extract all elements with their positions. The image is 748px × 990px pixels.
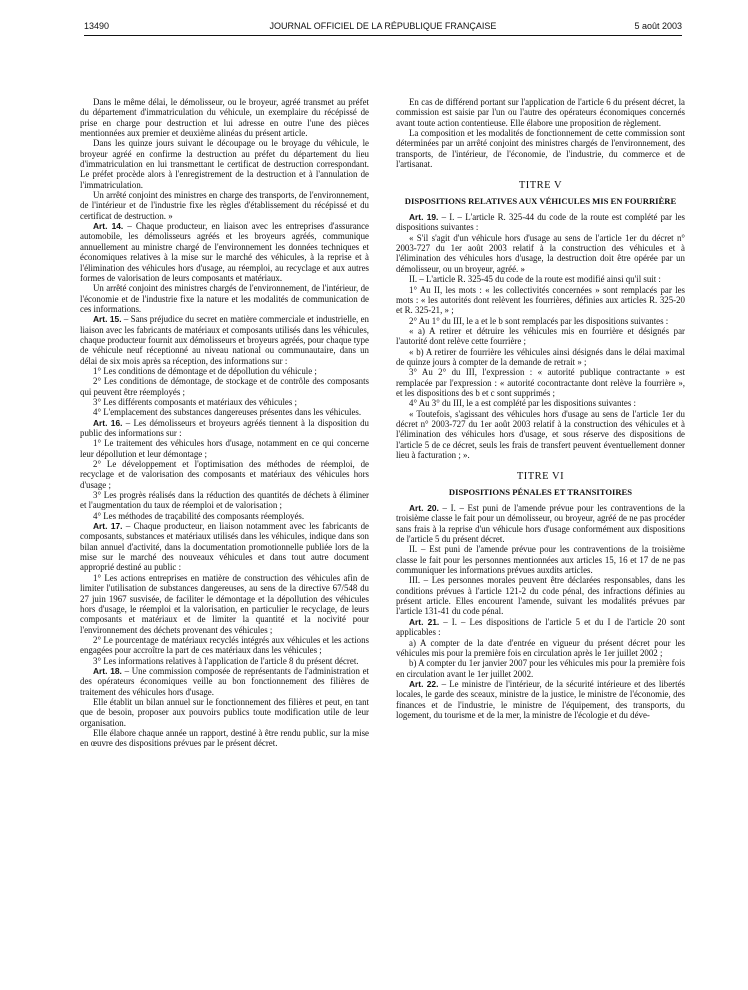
paragraph: 3° Les progrès réalisés dans la réduction des quantités de déchets à éliminer et l'augmentation du taux de réemploi et de valorisation ; — [80, 490, 369, 511]
paragraph: Dans les quinze jours suivant le découpage ou le broyage du véhicule, le broyeur agréé en confirme la destruction au préfet du département du lieu d'immatriculation en lui transmettant le certificat de destruction correspondant. Le préfet procède alors à l'enregistrement de la destruction et à l'annulation de l'immatriculation. — [80, 138, 369, 190]
paragraph: 4° L'emplacement des substances dangereuses présentes dans les véhicules. — [93, 407, 362, 418]
article-text: – Chaque producteur, en liaison notamment avec les fabricants de composants, substances et matériaux utilisés dans les véhicules, indique dans son bilan annuel d'activité, dans la documentation promotionnelle publiée lors de la mise sur le marché des nouveaux véhicules et dans tout autre document approprié destiné au public : — [80, 521, 369, 573]
section-title: TITRE VI — [516, 471, 565, 483]
section-subtitle: DISPOSITIONS RELATIVES AUX VÉHICULES MIS EN FOURRIÈRE — [404, 195, 677, 206]
article-paragraph — [396, 617, 685, 638]
paragraph: 1° Les actions entreprises en matière de construction des véhicules afin de limiter l'utilisation de substances dangereuses, au sens de la directive 67/548 du 27 juin 1967 susvisée, de faciliter le démontage et la dépollution des véhicules hors d'usage, le réemploi et la valorisation, en particulier le recyclage, de leurs composants et matériaux et de limiter la quantité et la nocivité pour l'environnement des déchets provenant des véhicules ; — [80, 572, 369, 635]
paragraph: « a) A retirer et détruire les véhicules mis en fourrière et désignés par l'autorité dont relève cette fourrière ; — [396, 325, 685, 347]
article-label: Art. 22. — [409, 678, 439, 689]
paragraph: « Toutefois, s'agissant des véhicules hors d'usage au sens de l'article 1er du décret n° 2003-727 du 1er août 2003 relatif à la construction des véhicules et à l'élimination des véhicules hors d'usage, et sous réserve des dispositions de l'article 5 de ce décret, seuls les frais de transfert peuvent éventuellement donner lieu à facturation ; ». — [396, 408, 685, 460]
paragraph: 1° Au II, les mots : « les collectivités concernées » sont remplacés par les mots : « les autorités dont relèvent les fourrières, définies aux articles R. 325-20 et R. 325-21, » ; — [396, 284, 685, 316]
article-paragraph — [80, 314, 369, 366]
article-paragraph — [396, 503, 685, 544]
article-paragraph — [80, 521, 369, 573]
article-label: Art. 21. — [409, 616, 440, 627]
article-text: – Sans préjudice du secret en matière commerciale et industrielle, en liaison avec les fabricants de matériaux et composants utilisés dans les véhicules, chaque producteur fournit aux démolisseurs et broyeurs agréés, pour chaque type de véhicule neuf réceptionné au niveau national ou communautaire, dans un délai de six mois après sa réception, des informations sur : — [80, 314, 369, 366]
journal-title: JOURNAL OFFICIEL DE LA RÉPUBLIQUE FRANÇAISE — [269, 21, 497, 31]
paragraph: Un arrêté conjoint des ministres chargés de l'environnement, de l'intérieur, de l'économie et de l'industrie fixe la nature et les modalités de communication de ces informations. — [80, 283, 369, 314]
article-label: Art. 15. — [93, 314, 122, 325]
paragraph: 3° Les informations relatives à l'application de l'article 8 du présent décret. — [93, 655, 359, 666]
article-paragraph — [396, 212, 685, 233]
paragraph: a) A compter de la date d'entrée en vigueur du présent décret pour les véhicules mis pour la première fois en circulation après le 1er juillet 2002 ; — [396, 637, 685, 658]
article-label: Art. 17. — [93, 521, 123, 532]
paragraph: « S'il s'agit d'un véhicule hors d'usage au sens de l'article 1er du décret n° 2003-727 du 1er août 2003 relatif à la construction des véhicules et à l'élimination des véhicules hors d'usage, la destruction doit être opérée par un démolisseur, ou un broyeur, agréé. » — [396, 232, 685, 274]
article-paragraph — [80, 221, 369, 283]
paragraph: II. – L'article R. 325-45 du code de la route est modifié ainsi qu'il suit : — [409, 274, 661, 285]
paragraph: 3° Au 2° du III, l'expression : « autorité publique contractante » est remplacée par l'expression : « autorité cocontractante dont relève la fourrière », et les dispositions des b et c sont supprimés ; — [396, 367, 685, 398]
paragraph: 2° Le pourcentage de matériaux recyclés intégrés aux véhicules et les actions engagées pour accroître la part de ces matériaux dans les véhicules ; — [80, 634, 369, 656]
paragraph: En cas de différend portant sur l'application de l'article 6 du présent décret, la commission est saisie par l'un ou l'autre des opérateurs économiques concernés avant toute action contentieuse. Elle élabore une proposition de règlement. — [396, 97, 685, 128]
article-text: – I. – L'article R. 325-44 du code de la route est complété par les dispositions suivantes : — [396, 212, 685, 233]
article-paragraph — [80, 666, 369, 697]
publication-date: 5 août 2003 — [634, 21, 682, 31]
article-text: – Chaque producteur, en liaison avec les entreprises d'assurance automobile, les démolisseurs agréés et les broyeurs agréés, communique annuellement au ministre chargé de l'environnement les données techniques et économiques relatives à la mise sur le marché des véhicules, à la reprise et à l'élimination des véhicules hors d'usage, au réemploi, au recyclage et aux autres formes de valorisation de leurs composants et matériaux. — [80, 221, 369, 283]
paragraph: Dans le même délai, le démolisseur, ou le broyeur, agréé transmet au préfet du département d'immatriculation du véhicule, un exemplaire du récépissé de prise en charge pour destruction et lui adresse en outre l'une des pièces mentionnées aux premier et deuxième alinéas du présent article. — [80, 97, 369, 139]
article-label: Art. 16. — [93, 417, 123, 428]
paragraph: La composition et les modalités de fonctionnement de cette commission sont déterminées par un arrêté conjoint des ministres chargés de l'environnement, des transports, de l'intérieur, de l'économie, de l'industrie, du commerce et de l'artisanat. — [396, 128, 685, 170]
paragraph: Elle établit un bilan annuel sur le fonctionnement des filières et peut, en tant que de besoin, proposer aux pouvoirs publics toute modification utile de leur organisation. — [80, 696, 369, 728]
article-label: Art. 19. — [409, 212, 439, 223]
article-label: Art. 20. — [409, 503, 439, 514]
paragraph: 2° Au 1° du III, le a et le b sont remplacés par les dispositions suivantes : — [409, 315, 669, 326]
paragraph: Elle élabore chaque année un rapport, destiné à être rendu public, sur la mise en œuvre des dispositions prévues par le présent décret. — [80, 727, 369, 749]
paragraph: III. – Les personnes morales peuvent être déclarées responsables, dans les conditions prévues à l'article 121-2 du code pénal, des infractions définies au présent article. Elles encourent l'amende, suivant les modalités prévues par l'article 131-41 du code pénal. — [396, 575, 685, 617]
paragraph: 4° Les méthodes de traçabilité des composants réemployés. — [93, 510, 305, 521]
paragraph: 2° Le développement et l'optimisation des méthodes de réemploi, de recyclage et de valorisation des composants et matériaux des véhicules hors d'usage ; — [80, 459, 369, 490]
article-text: – I. – Est puni de l'amende prévue pour les contraventions de la troisième classe le fait pour un démolisseur, ou broyeur, agréé de ne pas procéder sans frais à la reprise d'un véhicule hors d'usage conformément aux dispositions de l'article 5 du présent décret. — [396, 503, 685, 545]
paragraph: « b) A retirer de fourrière les véhicules ainsi désignés dans le délai maximal de quinze jours à compter de la demande de retrait » ; — [396, 346, 685, 367]
paragraph: 2° Les conditions de démontage, de stockage et de contrôle des composants qui peuvent être réemployés ; — [80, 376, 369, 397]
page-number: 13490 — [84, 21, 110, 31]
paragraph: b) A compter du 1er janvier 2007 pour les véhicules mis pour la première fois en circulation avant le 1er juillet 2002. — [396, 658, 685, 679]
paragraph: Un arrêté conjoint des ministres en charge des transports, de l'environnement, de l'intérieur et de l'industrie fixe les règles d'établissement du récépissé et du certificat de destruction. » — [80, 190, 369, 221]
paragraph: 4° Au 3° du III, le a est complété par les dispositions suivantes : — [409, 398, 636, 409]
section-subtitle: DISPOSITIONS PÉNALES ET TRANSITOIRES — [448, 486, 633, 497]
section-title: TITRE V — [518, 180, 563, 192]
left-column — [80, 97, 369, 977]
paragraph: II. – Est puni de l'amende prévue pour les contraventions de la troisième classe le fait pour les personnes mentionnées aux articles 15, 16 et 17 de ne pas communiquer les informations prévues auxdits articles. — [396, 544, 685, 576]
right-column — [396, 97, 685, 977]
page-header — [84, 19, 682, 36]
article-text: – I. – Les dispositions de l'article 5 et du I de l'article 20 sont applicables : — [396, 616, 685, 638]
paragraph: 1° Le traitement des véhicules hors d'usage, notamment en ce qui concerne leur dépollution et leur démontage ; — [80, 438, 369, 459]
paragraph: 3° Les différents composants et matériaux des véhicules ; — [93, 396, 297, 407]
article-text: – Une commission composée de représentants de l'administration et des opérateurs économiques veille au bon fonctionnement des filières de traitement des véhicules hors d'usage. — [80, 665, 369, 697]
article-text: – Le ministre de l'intérieur, de la sécurité intérieure et des libertés locales, le garde des sceaux, ministre de la justice, le ministre de l'économie, des finances et de l'industrie, le ministre de l'équipement, des transports, du logement, du tourisme et de la mer, la ministre de l'écologie et du déve- — [396, 678, 685, 720]
article-label: Art. 18. — [93, 665, 122, 676]
article-label: Art. 14. — [93, 221, 124, 232]
article-paragraph — [396, 679, 685, 720]
paragraph: 1° Les conditions de démontage et de dépollution du véhicule ; — [93, 365, 317, 376]
article-paragraph — [80, 418, 369, 439]
article-text: – Les démolisseurs et broyeurs agréés tiennent à la disposition du public des informations sur : — [80, 417, 369, 438]
